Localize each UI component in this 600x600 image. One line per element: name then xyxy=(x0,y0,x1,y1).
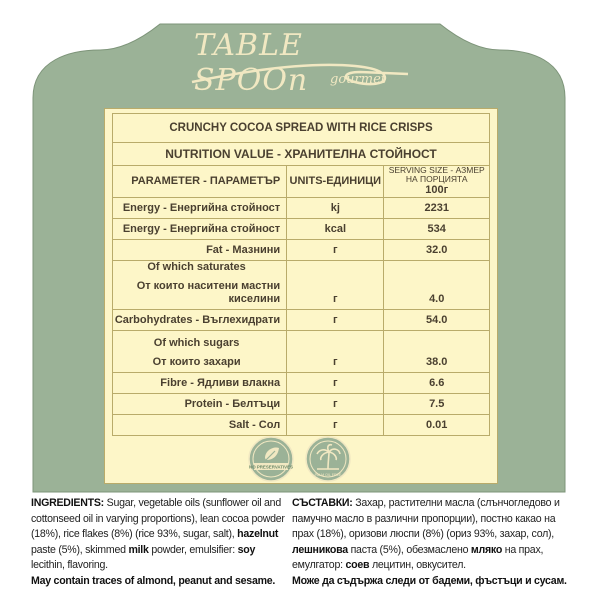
ingredients-bg-text1: Захар, растителни масла (слънчогледово и памучно масло в различни пропорции), постно какао на прах (18%), оризови люспи (8%) (ориз 93%, захар, сол), xyxy=(292,497,560,540)
ingredients-bg-text3: на прах, емулгатор: xyxy=(292,543,544,571)
row-unit: kcal xyxy=(287,219,384,240)
ingredients-en-text4: lecithin, flavoring. xyxy=(31,559,108,571)
row-parameter: Fibre - Ядливи влакна xyxy=(113,373,287,394)
serving-size-label: SERVING SIZE - АЗМЕР НА ПОРЦИЯТА xyxy=(388,165,485,184)
palm-oil-free-icon xyxy=(305,436,351,482)
row-unit: г xyxy=(287,240,384,261)
table-row xyxy=(113,261,490,310)
row-parameter-line2: От които захари xyxy=(152,356,241,368)
row-value: 54.0 xyxy=(384,310,490,331)
row-parameter: Fat - Мазнини xyxy=(113,240,287,261)
row-value: 2231 xyxy=(384,198,490,219)
ingredients-bg xyxy=(292,496,572,589)
row-parameter-line2: От които наситени мастни киселини xyxy=(136,280,281,305)
ingredients-en-text1: Sugar, vegetable oils (sunflower oil and cottonseed oil in varying proportions), lean cocoa powder (18%), rice flakes (8%) (rice 93%, sugar, salt), xyxy=(31,497,285,540)
table-row xyxy=(113,219,490,240)
table-row xyxy=(113,394,490,415)
row-parameter-line1: Of which saturates xyxy=(147,261,246,273)
brand-name: TABLE SPOOn xyxy=(194,28,309,98)
row-unit: г xyxy=(287,331,384,373)
row-value: 7.5 xyxy=(384,394,490,415)
table-row xyxy=(113,373,490,394)
allergen-milk-en: milk xyxy=(128,543,149,556)
row-unit: г xyxy=(287,261,384,310)
palm-oil-free-text: PALM OIL FREE xyxy=(314,473,342,477)
row-value: 4.0 xyxy=(384,261,490,310)
no-preservatives-text: NO PRESERVATIVES xyxy=(249,464,293,470)
row-value: 0.01 xyxy=(384,415,490,436)
traces-bg: Може да съдържа следи от бадеми, фъстъци и сусам. xyxy=(292,574,567,587)
nutrition-title-row xyxy=(113,143,490,166)
row-parameter xyxy=(113,331,287,373)
header-parameter: PARAMETER - ПАРАМЕТЪР xyxy=(113,166,287,198)
no-preservatives-icon xyxy=(248,436,294,482)
allergen-milk-bg: мляко xyxy=(470,543,503,556)
nutrition-title: NUTRITION VALUE - ХРАНИТЕЛНА СТОЙНОСТ xyxy=(113,143,490,166)
nutrition-table xyxy=(112,113,490,436)
row-value: 6.6 xyxy=(384,373,490,394)
row-parameter: Carbohydrates - Въглехидрати xyxy=(113,310,287,331)
row-unit: г xyxy=(287,394,384,415)
table-row xyxy=(113,198,490,219)
row-parameter: Protein - Белтъци xyxy=(113,394,287,415)
header-units: UNITS-ЕДИНИЦИ xyxy=(287,166,384,198)
traces-en: May contain traces of almond, peanut and sesame. xyxy=(31,574,276,587)
table-row xyxy=(113,310,490,331)
header-row xyxy=(113,166,490,198)
ingredients-bg-text4: лецитин, овкусител. xyxy=(369,559,466,571)
row-unit: г xyxy=(287,310,384,331)
ingredients-en-text2: paste (5%), skimmed xyxy=(31,543,129,556)
serving-size-value: 100г xyxy=(425,184,449,196)
table-row xyxy=(113,415,490,436)
row-unit: г xyxy=(287,373,384,394)
ingredients-bg-text2: паста (5%), обезмаслено xyxy=(347,543,471,556)
row-parameter-line1: Of which sugars xyxy=(153,337,240,349)
row-unit: г xyxy=(287,415,384,436)
row-unit: kj xyxy=(287,198,384,219)
row-value: 38.0 xyxy=(384,331,490,373)
allergen-soy-bg: соев xyxy=(345,559,370,571)
product-title-row xyxy=(113,114,490,143)
ingredients-en-text3: powder, emulsifier: xyxy=(148,543,238,556)
allergen-hazelnut-en: hazelnut xyxy=(237,528,279,540)
ingredients-en xyxy=(31,496,286,589)
row-parameter xyxy=(113,261,287,310)
brand-logo-text xyxy=(180,22,420,100)
row-value: 534 xyxy=(384,219,490,240)
header-serving xyxy=(384,166,490,198)
allergen-hazelnut-bg: лешникова xyxy=(292,543,348,556)
row-value: 32.0 xyxy=(384,240,490,261)
ingredients-en-label: INGREDIENTS: xyxy=(31,497,104,509)
brand-subtitle: gourmet xyxy=(330,72,386,87)
table-row xyxy=(113,240,490,261)
row-parameter: Salt - Сол xyxy=(113,415,287,436)
ingredients-bg-label: СЪСТАВКИ: xyxy=(292,497,353,509)
allergen-soy-en: soy xyxy=(237,543,256,556)
row-parameter: Energy - Енергийна стойност xyxy=(113,219,287,240)
row-parameter: Energy - Енергийна стойност xyxy=(113,198,287,219)
table-row xyxy=(113,331,490,373)
product-title: CRUNCHY COCOA SPREAD WITH RICE CRISPS xyxy=(113,114,490,143)
